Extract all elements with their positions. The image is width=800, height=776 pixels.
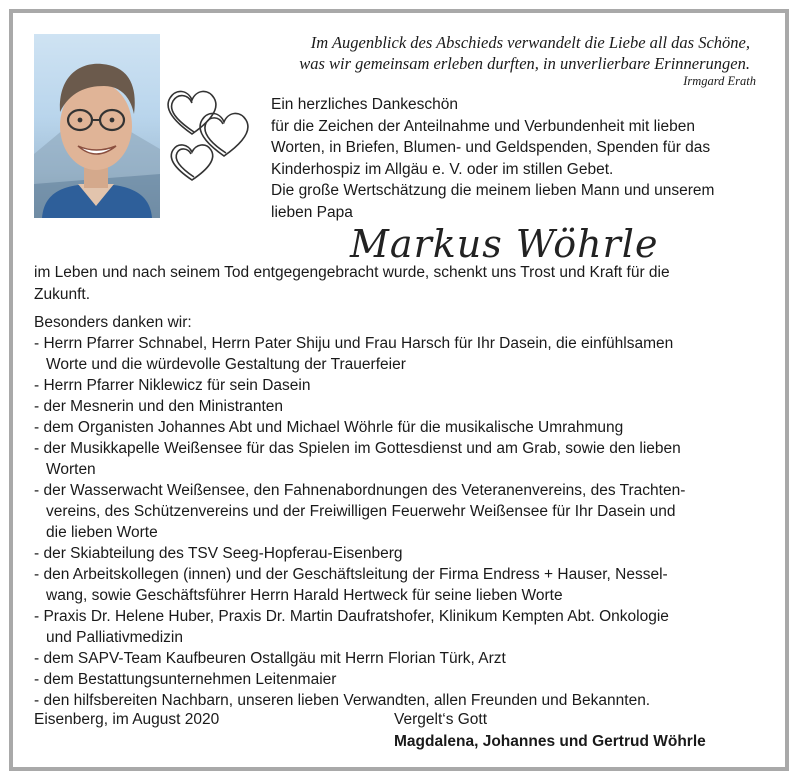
memorial-quote [180, 32, 750, 74]
paragraph-line: Zukunft. [34, 285, 90, 303]
list-item: - der Mesnerin und den Ministranten [34, 398, 283, 415]
quote-line: was wir gemeinsam erleben durften, in unverlierbare Erinnerungen. [299, 54, 750, 73]
quote-author: Irmgard Erath [683, 74, 756, 88]
vergelts-gott: Vergelt‘s Gott [394, 711, 488, 728]
thanks-line: Ein herzliches Dankeschön [271, 96, 458, 113]
thanks-line: Kinderhospiz im Allgäu e. V. oder im stillen Gebet. [271, 160, 614, 178]
thanks-block [271, 94, 771, 223]
portrait-photo [34, 34, 160, 218]
acknowledgement-list [34, 312, 769, 711]
portrait-illustration [34, 34, 160, 218]
list-item: - Herrn Pfarrer Schnabel, Herrn Pater Shiju und Frau Harsch für Ihr Dasein, die einfühlsamen [34, 335, 674, 352]
deceased-name: Markus Wöhrle [350, 222, 659, 266]
list-item: - dem Organisten Johannes Abt und Michael Wöhrle für die musikalische Umrahmung [34, 419, 624, 436]
list-item: - der Wasserwacht Weißensee, den Fahnenabordnungen des Veteranenvereins, des Trachten- [34, 482, 686, 499]
list-item: - Herrn Pfarrer Niklewicz für sein Dasein [34, 377, 311, 394]
list-item: - dem SAPV-Team Kaufbeuren Ostallgäu mit Herrn Florian Türk, Arzt [34, 650, 506, 667]
thanks-line: Worten, in Briefen, Blumen- und Geldspenden, Spenden für das [271, 139, 711, 156]
place-date: Eisenberg, im August 2020 [34, 711, 220, 728]
list-heading: Besonders danken wir: [34, 314, 192, 331]
paragraph-line: im Leben und nach seinem Tod entgegengebracht wurde, schenkt uns Trost und Kraft für die [34, 264, 670, 281]
list-item: - den Arbeitskollegen (innen) und der Geschäftsleitung der Firma Endress + Hauser, Nessel- [34, 566, 668, 583]
closing-paragraph [34, 262, 764, 305]
list-item: - der Musikkapelle Weißensee für das Spielen im Gottesdienst und am Grab, sowie den lieben [34, 440, 681, 457]
list-item-continuation: Worten [46, 461, 96, 478]
list-item-continuation: und Palliativmedizin [46, 629, 183, 646]
list-item: - Praxis Dr. Helene Huber, Praxis Dr. Martin Daufratshofer, Klinikum Kempten Abt. Onkologie [34, 608, 669, 625]
thanks-line: Die große Wertschätzung die meinem lieben Mann und unserem [271, 182, 715, 199]
list-item-continuation: vereins, des Schützenvereins und der Freiwilligen Feuerwehr Weißensee für Ihr Dasein und [46, 503, 676, 520]
list-item-continuation: Worte und die würdevolle Gestaltung der Trauerfeier [46, 356, 406, 373]
list-item-continuation: wang, sowie Geschäftsführer Herrn Harald Hertweck für seine lieben Worte [46, 587, 563, 604]
quote-line: Im Augenblick des Abschieds verwandelt die Liebe all das Schöne, [310, 33, 750, 52]
list-item: - der Skiabteilung des TSV Seeg-Hopferau-Eisenberg [34, 545, 403, 562]
list-item: - dem Bestattungsunternehmen Leitenmaier [34, 671, 337, 688]
signers: Magdalena, Johannes und Gertrud Wöhrle [394, 733, 706, 750]
list-item: - den hilfsbereiten Nachbarn, unseren lieben Verwandten, allen Freunden und Bekannten. [34, 692, 651, 709]
thanks-line: für die Zeichen der Anteilnahme und Verbundenheit mit lieben [271, 117, 695, 135]
list-item-continuation: die lieben Worte [46, 524, 158, 541]
hearts-icon [162, 86, 262, 186]
thanks-line: lieben Papa [271, 203, 353, 221]
